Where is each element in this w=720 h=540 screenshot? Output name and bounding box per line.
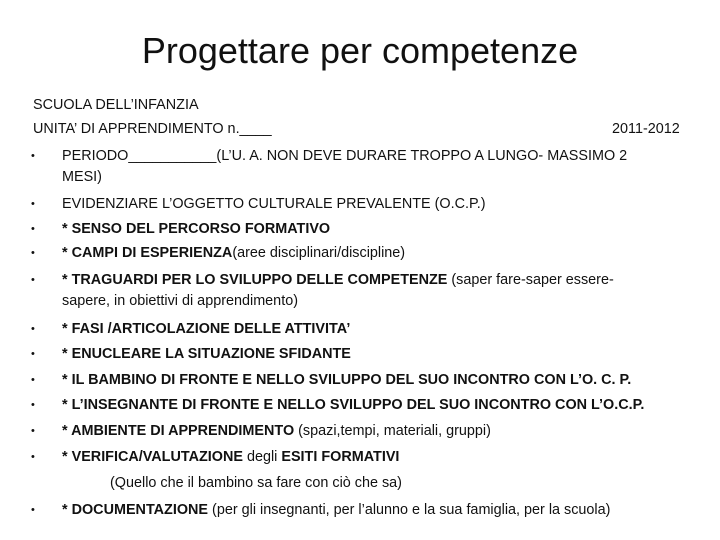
item-text-rest: (saper fare-saper essere-: [447, 272, 614, 288]
item-text: [62, 243, 405, 263]
item-text: * L’INSEGNANTE DI FRONTE E NELLO SVILUPPO DEL SUO INCONTRO CON L’O.C.P.: [62, 397, 645, 413]
item-text: [62, 500, 610, 520]
item-text: PERIODO___________(L’U. A. NON DEVE DURARE TROPPO A LUNGO- MASSIMO 2: [62, 148, 628, 164]
item-text-bold-2: ESITI FORMATIVI: [281, 449, 400, 465]
item-text-bold: * VERIFICA/VALUTAZIONE: [62, 449, 243, 465]
bullet-icon: •: [31, 274, 35, 286]
item-text: [62, 270, 614, 290]
bullet-icon: •: [31, 348, 35, 360]
bullet-icon: •: [31, 323, 35, 335]
school-year: 2011-2012: [612, 121, 680, 137]
item-text-rest: (aree disciplinari/discipline): [232, 245, 406, 261]
item-text-rest: (per gli insegnanti, per l’alunno e la sua famiglia, per la scuola): [208, 502, 611, 518]
item-text-bold: * DOCUMENTAZIONE: [62, 502, 209, 518]
item-text-bold: * AMBIENTE DI APPRENDIMENTO: [62, 423, 295, 439]
item-text-bold: * TRAGUARDI PER LO SVILUPPO DELLE COMPETENZE: [62, 272, 448, 288]
item-text: * SENSO DEL PERCORSO FORMATIVO: [62, 221, 331, 237]
item-text: EVIDENZIARE L’OGGETTO CULTURALE PREVALENTE (O.C.P.): [62, 196, 486, 212]
item-text-continued: sapere, in obiettivi di apprendimento): [62, 293, 298, 309]
item-text: * FASI /ARTICOLAZIONE DELLE ATTIVITA’: [62, 321, 351, 337]
bullet-icon: •: [31, 247, 35, 259]
slide-title: Progettare per competenze: [141, 30, 579, 71]
item-text-continued: MESI): [62, 169, 102, 185]
school-level: SCUOLA DELL’INFANZIA: [33, 97, 199, 113]
indented-note: (Quello che il bambino sa fare con ciò che sa): [110, 475, 402, 491]
bullet-icon: •: [31, 425, 35, 437]
bullet-icon: •: [31, 451, 35, 463]
item-text: [62, 421, 491, 441]
bullet-icon: •: [31, 399, 35, 411]
item-text: * ENUCLEARE LA SITUAZIONE SFIDANTE: [62, 346, 351, 362]
bullet-icon: •: [31, 504, 35, 516]
item-text-bold: * CAMPI DI ESPERIENZA: [62, 245, 233, 261]
learning-unit: UNITA’ DI APPRENDIMENTO n.____: [33, 121, 272, 137]
item-text-rest: (spazi,tempi, materiali, gruppi): [294, 423, 491, 439]
bullet-icon: •: [31, 223, 35, 235]
bullet-icon: •: [31, 374, 35, 386]
item-text: * IL BAMBINO DI FRONTE E NELLO SVILUPPO DEL SUO INCONTRO CON L’O. C. P.: [62, 372, 632, 388]
item-text-rest: degli: [242, 449, 282, 465]
item-text: [62, 447, 399, 467]
bullet-icon: •: [31, 198, 35, 210]
bullet-icon: •: [31, 150, 35, 162]
